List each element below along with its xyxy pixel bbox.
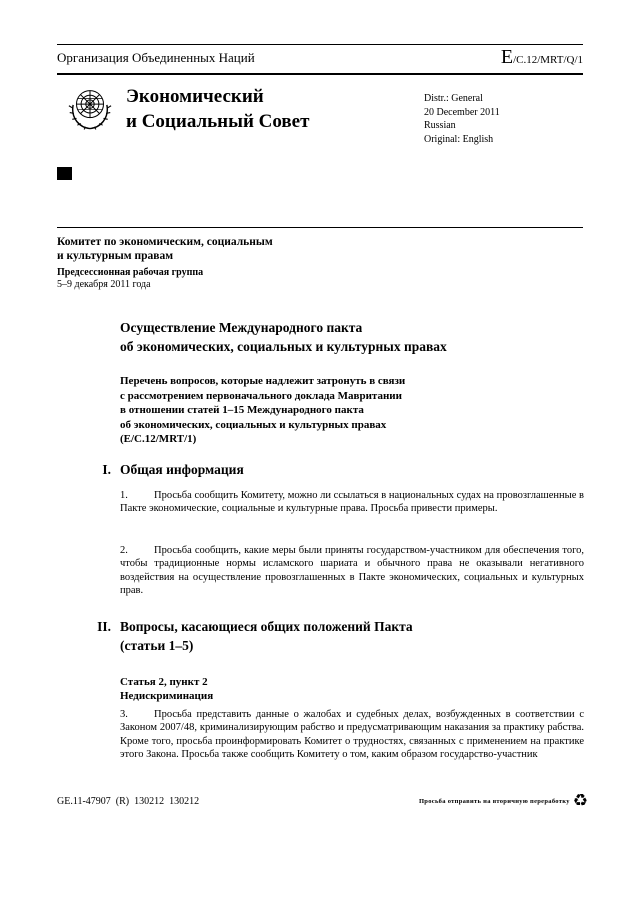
document-symbol-large: E [500,46,514,68]
page-title-line1: Осуществление Международного пакта [120,320,363,335]
session-dates: 5–9 декабря 2011 года [57,279,151,290]
section-heading-2 [85,617,413,655]
subtitle-line4: об экономических, социальных и культурных правах [120,418,387,431]
un-emblem-icon [63,83,117,137]
paragraph-1 [120,489,584,516]
paragraph-3 [120,708,584,761]
job-number: GE.11-47907 (R) 130212 130212 [57,796,200,807]
section-heading-text-line2: (статьи 1–5) [120,638,194,653]
paragraph-text: Просьба сообщить Комитету, можно ли ссылаться в национальных судах на провозглашенные в Пакте экономические, социальные и культурные права. Просьба привести примеры. [120,490,584,515]
council-title [126,84,309,134]
paragraph-text: Просьба представить данные о жалобах и судебных делах, возбужденных в соответствии с Законом 2007/48, криминализирующим рабство и предусматривающим наказания за практику рабства. Кроме того, просьба проинформировать Комитет о трудностях, связанных с применением на практике этого Закона. Просьба также сообщить Комитету о том, каким образом государство-участник [120,709,584,760]
committee-name-line2: и культурным правам [57,250,174,262]
original-line: Original: English [424,133,494,145]
recycle-text: Просьба отправить на вторичную переработку [418,798,570,805]
distr-line: Distr.: General [424,93,483,104]
header-top-rule [57,44,583,45]
article-subheading [120,675,213,703]
paragraph-number: 1. [120,490,128,501]
working-group: Предсессионная рабочая группа [57,267,204,278]
subtitle-line2: с рассмотрением первоначального доклада Мавритании [120,389,402,402]
print-cut-mark [57,167,72,180]
recycle-notice [419,793,588,810]
paragraph-number: 2. [120,545,128,556]
header-thick-rule [57,73,583,75]
committee-name-line1: Комитет по экономическим, социальным [57,236,273,248]
page-title-line2: об экономических, социальных и культурных правах [120,339,447,354]
date-line: 20 December 2011 [424,106,500,118]
document-symbol [501,46,583,69]
council-title-line2: и Социальный Совет [126,111,310,132]
committee-block [57,235,273,291]
subtitle-line5: (E/C.12/MRT/1) [120,433,197,446]
distribution-block [424,92,500,146]
page-title [120,318,447,356]
article-subheading-line2: Недискриминация [120,690,214,702]
section-heading-1 [85,460,244,479]
section-heading-text-line1: Вопросы, касающиеся общих положений Пакта [120,619,413,634]
article-subheading-line1: Статья 2, пункт 2 [120,676,208,688]
mid-rule [57,227,583,228]
language-line: Russian [424,120,456,131]
page-subtitle [120,374,405,447]
council-title-line1: Экономический [126,86,264,107]
paragraph-number: 3. [120,709,128,720]
paragraph-text: Просьба сообщить, какие меры были приняты государством-участником для обеспечения того, чтобы традиционные нормы исламского шариата и обычного права не оказывали негативного воздействия на осуществление провозглашенных в Пакте экономических, социальных и культурных прав. [120,545,584,596]
paragraph-2 [120,544,584,597]
document-symbol-rest: /C.12/MRT/Q/1 [513,54,583,66]
section-heading-text: Общая информация [120,462,244,477]
section-numeral: I. [102,462,111,477]
subtitle-line3: в отношении статей 1–15 Международного пакта [120,404,364,417]
org-name: Организация Объединенных Наций [57,50,255,65]
recycle-icon: ♻ [572,791,588,811]
section-numeral: II. [97,619,111,634]
subtitle-line1: Перечень вопросов, которые надлежит затронуть в связи [120,375,406,387]
